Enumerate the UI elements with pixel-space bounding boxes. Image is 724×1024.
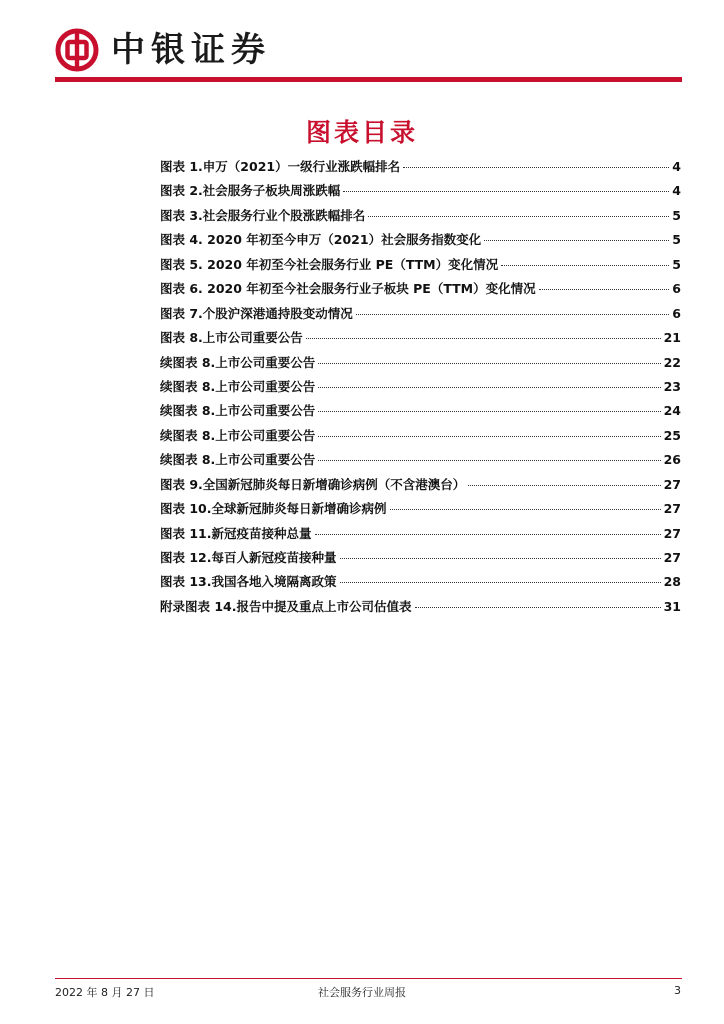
toc-leader-dots [368, 216, 669, 217]
toc-entry[interactable] [160, 353, 681, 377]
footer-divider [55, 978, 682, 979]
toc-leader-dots [318, 460, 660, 461]
toc-entry-page: 28 [663, 574, 681, 590]
toc-entry-label: 图表 4. 2020 年初至今申万（2021）社会服务指数变化 [160, 232, 482, 248]
toc-entry-label: 图表 5. 2020 年初至今社会服务行业 PE（TTM）变化情况 [160, 256, 499, 272]
brand-name: 中银证券 [111, 30, 271, 70]
toc-entry-page: 6 [672, 305, 681, 321]
toc-entry-page: 4 [672, 159, 681, 174]
toc-leader-dots [343, 191, 669, 192]
toc-entry-page: 27 [663, 550, 681, 565]
toc-entry-page: 26 [663, 452, 681, 468]
table-of-figures [160, 157, 681, 621]
toc-entry[interactable] [160, 426, 681, 450]
toc-entry[interactable] [160, 499, 681, 523]
toc-entry-page: 5 [672, 232, 681, 248]
toc-entry[interactable] [160, 157, 681, 181]
footer-report-name: 社会服务行业周报 [318, 986, 406, 999]
toc-leader-dots [501, 265, 669, 266]
toc-entry[interactable] [160, 279, 681, 303]
toc-leader-dots [484, 240, 669, 241]
toc-entry[interactable] [160, 230, 681, 254]
footer-date: 2022 年 8 月 27 日 [55, 986, 155, 999]
toc-leader-dots [390, 509, 661, 510]
toc-entry-page: 22 [663, 354, 681, 370]
toc-entry-page: 27 [663, 525, 681, 541]
toc-entry[interactable] [160, 401, 681, 425]
footer-page-number: 3 [674, 984, 681, 997]
toc-leader-dots [415, 607, 661, 608]
toc-entry[interactable] [160, 475, 681, 499]
toc-entry[interactable] [160, 450, 681, 474]
toc-entry-label: 图表 11.新冠疫苗接种总量 [160, 525, 312, 541]
toc-leader-dots [356, 314, 669, 315]
toc-leader-dots [340, 582, 661, 583]
toc-entry-label: 续图表 8.上市公司重要公告 [160, 427, 316, 443]
toc-entry-page: 24 [663, 403, 681, 419]
toc-leader-dots [318, 363, 660, 364]
toc-entry[interactable] [160, 328, 681, 352]
toc-entry[interactable] [160, 548, 681, 572]
toc-entry-page: 5 [672, 256, 681, 272]
toc-entry-label: 图表 3.社会服务行业个股涨跌幅排名 [160, 207, 366, 223]
toc-entry-label: 图表 1.申万（2021）一级行业涨跌幅排名 [160, 159, 401, 174]
toc-entry-page: 5 [672, 207, 681, 223]
toc-entry-page: 4 [672, 183, 681, 199]
toc-entry-label: 图表 7.个股沪深港通持股变动情况 [160, 305, 353, 321]
toc-entry-page: 31 [663, 598, 681, 614]
toc-entry[interactable] [160, 255, 681, 279]
toc-entry-label: 附录图表 14.报告中提及重点上市公司估值表 [160, 598, 412, 614]
toc-entry[interactable] [160, 304, 681, 328]
toc-entry-page: 25 [663, 427, 681, 443]
toc-leader-dots [318, 411, 660, 412]
page-header [55, 22, 683, 84]
toc-entry-label: 图表 13.我国各地入境隔离政策 [160, 574, 337, 590]
toc-entry-page: 27 [663, 501, 681, 517]
toc-leader-dots [306, 338, 661, 339]
header-divider [55, 77, 682, 82]
toc-entry[interactable] [160, 597, 681, 621]
toc-leader-dots [468, 485, 660, 486]
toc-leader-dots [318, 387, 660, 388]
toc-entry-label: 图表 6. 2020 年初至今社会服务行业子板块 PE（TTM）变化情况 [160, 281, 536, 297]
toc-entry-label: 续图表 8.上市公司重要公告 [160, 378, 316, 394]
toc-entry-page: 27 [663, 476, 681, 492]
page-title: 图表目录 [305, 118, 418, 147]
toc-entry[interactable] [160, 181, 681, 205]
toc-entry-page: 6 [672, 281, 681, 297]
toc-leader-dots [315, 534, 661, 535]
toc-entry[interactable] [160, 206, 681, 230]
toc-entry-label: 图表 9.全国新冠肺炎每日新增确诊病例（不含港澳台） [160, 476, 466, 492]
toc-entry-label: 图表 10.全球新冠肺炎每日新增确诊病例 [160, 501, 387, 517]
toc-entry-page: 23 [663, 378, 681, 394]
toc-entry-label: 图表 8.上市公司重要公告 [160, 330, 303, 346]
toc-entry-label: 图表 2.社会服务子板块周涨跌幅 [160, 183, 341, 199]
toc-leader-dots [340, 558, 661, 559]
toc-entry-label: 图表 12.每百人新冠疫苗接种量 [160, 550, 337, 565]
toc-entry[interactable] [160, 377, 681, 401]
toc-entry-label: 续图表 8.上市公司重要公告 [160, 452, 316, 468]
toc-leader-dots [318, 436, 660, 437]
toc-entry-label: 续图表 8.上市公司重要公告 [160, 403, 316, 419]
toc-entry-label: 续图表 8.上市公司重要公告 [160, 354, 316, 370]
toc-leader-dots [539, 289, 670, 290]
bank-of-china-logo-icon [55, 28, 99, 72]
toc-leader-dots [403, 167, 669, 168]
toc-entry[interactable] [160, 572, 681, 596]
toc-entry-page: 21 [663, 330, 681, 346]
toc-entry[interactable] [160, 524, 681, 548]
